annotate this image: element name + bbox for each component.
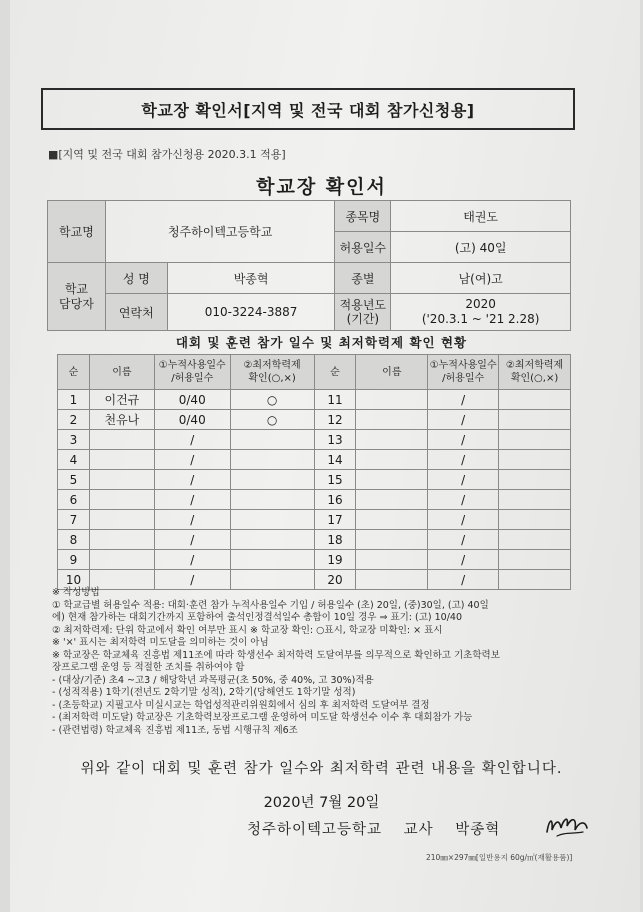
row-academic: ○ [230, 390, 314, 410]
event-label: 종목명 [335, 201, 391, 232]
confirmation-date: 2020년 7월 20일 [263, 795, 380, 811]
col-name-header: 이름 [89, 355, 154, 390]
row-name [89, 470, 154, 490]
table-row [58, 550, 571, 570]
row-days: / [154, 530, 230, 550]
row-days: / [428, 410, 499, 430]
row-days: / [428, 490, 499, 510]
row-name [89, 450, 154, 470]
row-no: 20 [314, 570, 356, 590]
row-name: 이건규 [89, 390, 154, 410]
row-days: / [428, 570, 499, 590]
writing-instructions [52, 587, 500, 737]
row-academic [499, 470, 571, 490]
row-days: / [154, 470, 230, 490]
row-academic: ○ [230, 410, 314, 430]
note-line: - (최저학력 미도달) 학교장은 기초학력보장프로그램 운영하여 미도달 학생선수 이수 후 대회참가 가능 [52, 712, 473, 723]
row-days: / [154, 550, 230, 570]
period-label: 적용년도 (기간) [335, 294, 391, 331]
period-range: ('20.3.1 ~ '21 2.28) [421, 312, 540, 326]
row-no: 4 [58, 450, 90, 470]
table-row [58, 410, 571, 430]
table-row [58, 430, 571, 450]
row-academic [230, 530, 314, 550]
handwritten-signature-icon [543, 808, 593, 842]
row-name: 천유나 [89, 410, 154, 430]
row-name [89, 550, 154, 570]
row-academic [499, 530, 571, 550]
row-academic [499, 490, 571, 510]
table-row [58, 450, 571, 470]
row-no: 5 [58, 470, 90, 490]
header-title-box [41, 88, 575, 130]
row-academic [499, 390, 571, 410]
signer-role: 교사 [403, 822, 434, 838]
row-days: / [428, 530, 499, 550]
allowed-days-label: 허용일수 [335, 232, 391, 263]
allowed-days-value: (고) 40일 [391, 232, 571, 263]
row-academic [230, 470, 314, 490]
note-line: ※ 작성방법 [52, 587, 100, 598]
signer-line [247, 818, 516, 839]
header-title: 학교장 확인서[지역 및 전국 대회 참가신청용] [141, 100, 475, 120]
row-days: / [428, 470, 499, 490]
row-no: 7 [58, 510, 90, 530]
row-academic [499, 570, 571, 590]
col-no-header: 순 [314, 355, 356, 390]
col-academic-header: ②최저학력제 확인(○,×) [499, 355, 571, 390]
signer-school: 청주하이텍고등학교 [247, 822, 383, 838]
row-no: 10 [58, 570, 90, 590]
row-no: 17 [314, 510, 356, 530]
table-row [58, 390, 571, 410]
section-title: 대회 및 훈련 참가 일수 및 최저학력제 확인 현황 [175, 335, 468, 350]
row-no: 3 [58, 430, 90, 450]
row-academic [499, 550, 571, 570]
table-row [58, 470, 571, 490]
row-days: / [154, 510, 230, 530]
row-name [89, 510, 154, 530]
info-row [48, 201, 571, 232]
note-line: - (성적적용) 1학기(전년도 2학기말 성적), 2학기(당해연도 1학기말 성적) [52, 687, 356, 698]
row-name [356, 510, 428, 530]
row-academic [499, 410, 571, 430]
form-subtitle: ■[지역 및 전국 대회 참가신청용 2020.3.1 적용] [48, 148, 286, 161]
row-no: 16 [314, 490, 356, 510]
table-header-row [58, 355, 571, 390]
row-days: 0/40 [154, 410, 230, 430]
school-value: 청주하이텍고등학교 [105, 201, 335, 263]
name-label: 성 명 [105, 263, 167, 294]
note-line: - (대상/기준) 초4 ~고3 / 해당학년 과목평균(초 50%, 중 40%, 고 30%)적용 [52, 674, 374, 686]
row-no: 18 [314, 530, 356, 550]
row-name [356, 490, 428, 510]
row-name [356, 390, 428, 410]
row-academic [499, 510, 571, 530]
row-name [89, 490, 154, 510]
row-name [356, 470, 428, 490]
row-no: 15 [314, 470, 356, 490]
confirmation-statement: 위와 같이 대회 및 훈련 참가 일수와 최저학력 관련 내용을 확인합니다. [80, 761, 563, 777]
row-name [356, 530, 428, 550]
note-line: ※ '×' 표시는 최저학력 미도달을 의미하는 것이 아님 [52, 637, 269, 648]
row-days: / [428, 510, 499, 530]
row-academic [230, 490, 314, 510]
row-days: / [428, 550, 499, 570]
contact-value: 010-3224-3887 [167, 294, 335, 331]
row-no: 14 [314, 450, 356, 470]
row-no: 13 [314, 430, 356, 450]
row-days: 0/40 [154, 390, 230, 410]
gender-label: 종별 [335, 263, 391, 294]
manager-label: 학교 담당자 [48, 263, 106, 331]
row-name [356, 450, 428, 470]
row-no: 12 [314, 410, 356, 430]
table-row [58, 490, 571, 510]
col-days-header: ①누적사용일수 /허용일수 [428, 355, 499, 390]
row-academic [499, 450, 571, 470]
contact-label: 연락처 [105, 294, 167, 331]
period-value [391, 294, 571, 331]
row-no: 6 [58, 490, 90, 510]
note-line: 장프로그램 운영 등 적절한 조치를 취하여야 함 [52, 662, 245, 673]
period-year: 2020 [465, 297, 496, 311]
info-row [48, 294, 571, 331]
row-days: / [154, 430, 230, 450]
row-days: / [154, 570, 230, 590]
row-academic [499, 430, 571, 450]
note-line: ① 학교급별 허용일수 적용: 대회·훈련 참가 누적사용일수 기입 / 허용일수 (초) 20일, (중)30일, (고) 40일 [52, 599, 489, 611]
note-line: ※ 학교장은 학교체육 진흥법 제11조에 따라 학생선수 최저학력 도달여부를 의무적으로 확인하고 기초학력보 [52, 649, 500, 661]
col-academic-header: ②최저학력제 확인(○,×) [230, 355, 314, 390]
document-title: 학교장 확인서 [256, 176, 387, 198]
row-no: 2 [58, 410, 90, 430]
row-no: 11 [314, 390, 356, 410]
school-info-table [47, 200, 571, 331]
row-no: 8 [58, 530, 90, 550]
note-line: 에) 현재 참가하는 대회기간까지 포함하여 출석인정결석일수 총합이 10일 경우 ⇒ 표기: (고) 10/40 [52, 612, 463, 623]
note-line: - (관련법령) 학교체육 진흥법 제11조, 동법 시행규칙 제6조 [52, 724, 298, 736]
row-academic [230, 430, 314, 450]
note-line: ② 최저학력제: 단위 학교에서 확인 여부만 표시 ※ 학교장 확인: ○표시, 학교장 미확인: × 표시 [52, 624, 443, 636]
row-no: 19 [314, 550, 356, 570]
name-value: 박종혁 [167, 263, 335, 294]
row-days: / [154, 450, 230, 470]
paper-spec: 210㎜×297㎜[일반용지 60g/㎡(재활용품)] [426, 853, 573, 862]
row-academic [230, 550, 314, 570]
school-label: 학교명 [48, 201, 106, 263]
row-days: / [154, 490, 230, 510]
col-days-header: ①누적사용일수 /허용일수 [154, 355, 230, 390]
col-no-header: 순 [58, 355, 90, 390]
row-name [356, 550, 428, 570]
row-name [356, 410, 428, 430]
row-academic [230, 450, 314, 470]
row-no: 9 [58, 550, 90, 570]
row-name [89, 430, 154, 450]
table-row [58, 510, 571, 530]
row-no: 1 [58, 390, 90, 410]
row-days: / [428, 430, 499, 450]
row-name [89, 530, 154, 550]
event-value: 태권도 [391, 201, 571, 232]
note-line: - (초등학교) 지필고사 미실시교는 학업성적관리위원회에서 심의 후 최저학력 도달여부 결정 [52, 699, 430, 711]
row-name [356, 430, 428, 450]
participation-table [57, 354, 571, 590]
info-row [48, 263, 571, 294]
row-days: / [428, 390, 499, 410]
table-row [58, 530, 571, 550]
row-days: / [428, 450, 499, 470]
signer-name: 박종혁 [455, 822, 501, 838]
col-name-header: 이름 [356, 355, 428, 390]
gender-value: 남(여)고 [391, 263, 571, 294]
row-academic [230, 510, 314, 530]
